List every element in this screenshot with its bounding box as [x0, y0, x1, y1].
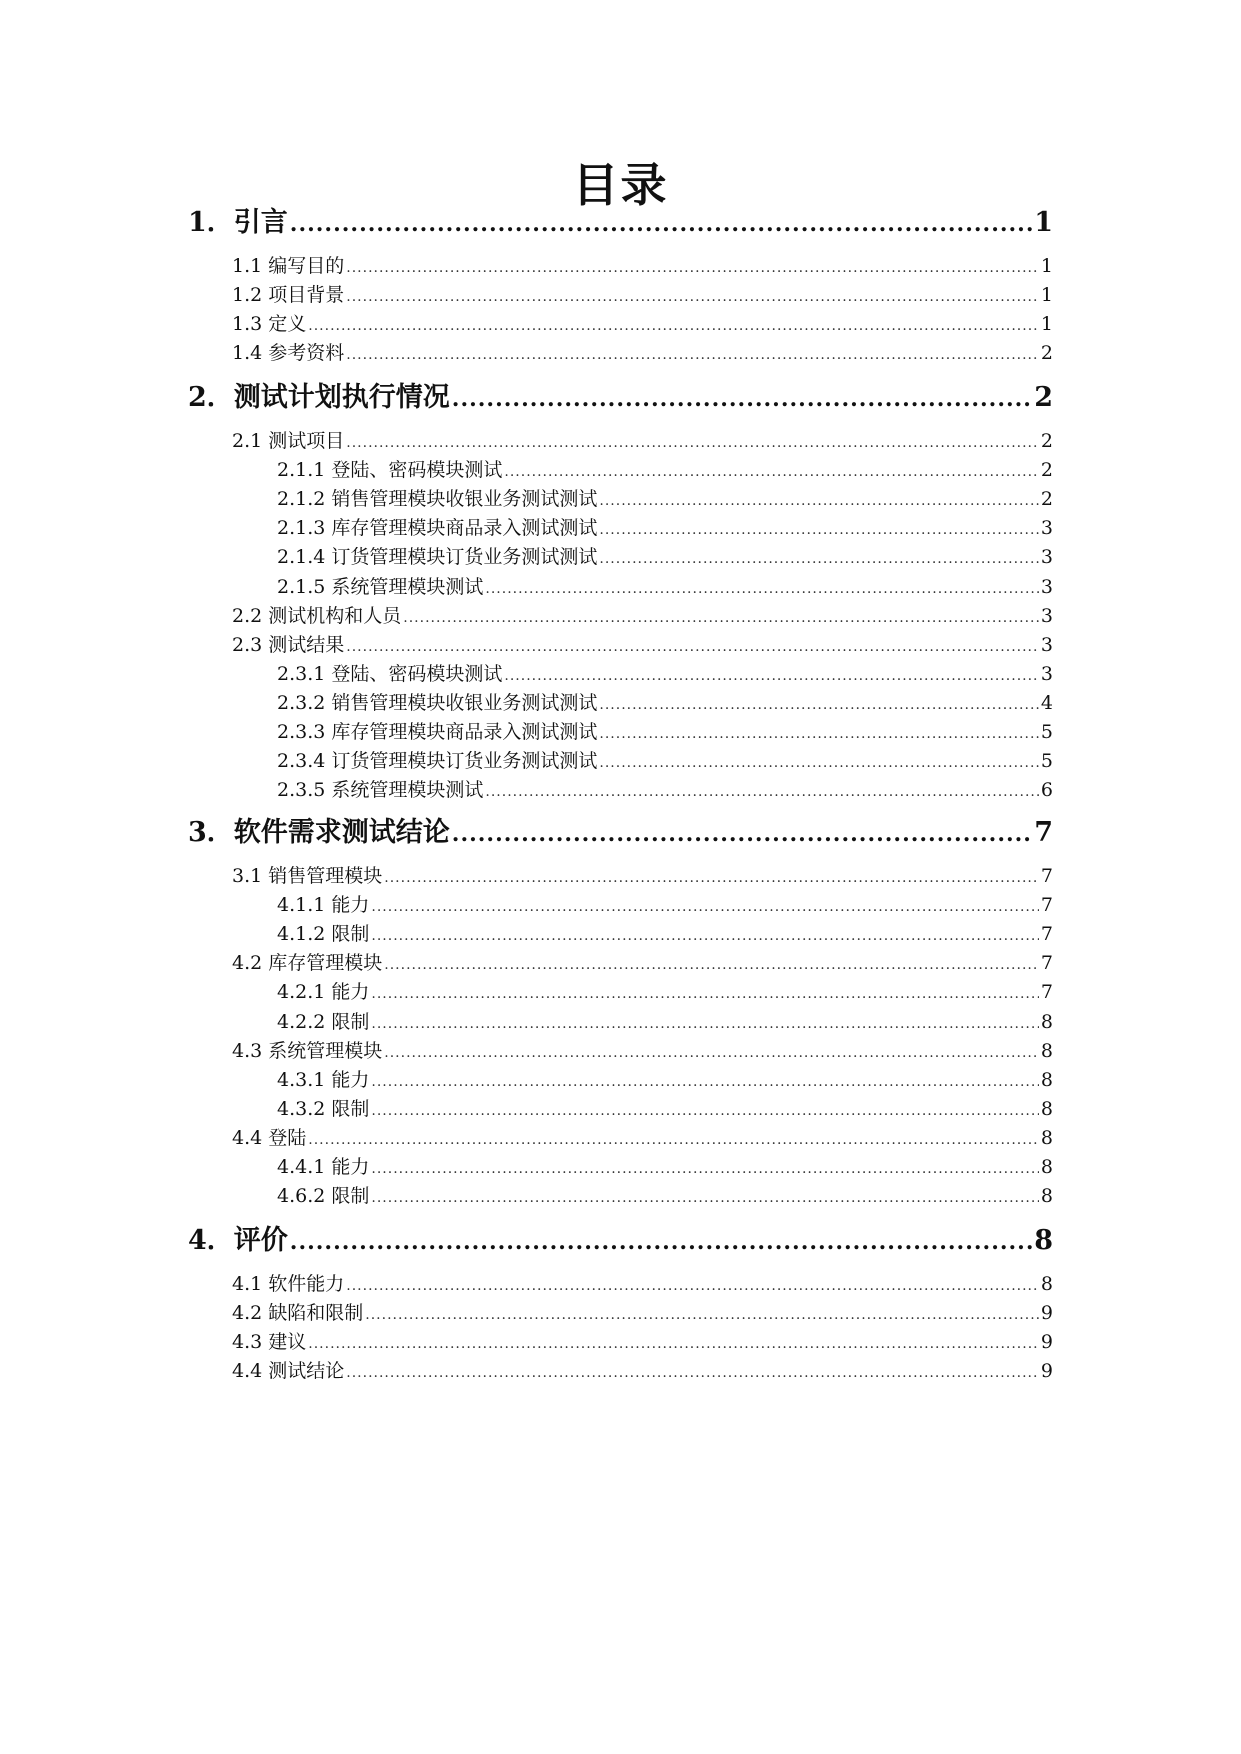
toc-entry-label: 2．测试计划执行情况 — [188, 382, 450, 413]
toc-entry-page-number: 2 — [1040, 459, 1053, 481]
toc-entry[interactable] — [277, 775, 1053, 805]
toc-entry-label: 4．评价 — [188, 1225, 288, 1256]
toc-entry-page-number: 2 — [1040, 430, 1053, 452]
toc-entry-label: 1.3 定义 — [232, 313, 307, 335]
toc-dot-leader — [384, 1038, 1039, 1068]
toc-entry[interactable] — [188, 813, 1053, 853]
toc-dot-leader — [290, 1222, 1032, 1262]
toc-entry-label: 2.1.2 销售管理模块收银业务测试测试 — [277, 488, 598, 510]
toc-entry[interactable] — [232, 1298, 1053, 1328]
toc-dot-leader — [452, 814, 1032, 854]
toc-entry[interactable] — [277, 513, 1053, 543]
toc-entry-page-number: 2 — [1040, 342, 1053, 364]
toc-dot-leader — [504, 457, 1039, 487]
toc-entry[interactable] — [232, 630, 1053, 660]
toc-entry-label: 3．软件需求测试结论 — [188, 817, 450, 848]
toc-entry-label: 2.3.5 系统管理模块测试 — [277, 779, 484, 801]
toc-entry[interactable] — [277, 746, 1053, 776]
toc-entry-label: 2.1.4 订货管理模块订货业务测试测试 — [277, 546, 598, 568]
toc-entry-label: 4.1.2 限制 — [277, 923, 370, 945]
toc-entry-label: 2.1.3 库存管理模块商品录入测试测试 — [277, 517, 598, 539]
toc-entry-page-number: 2 — [1040, 488, 1053, 510]
toc-dot-leader — [403, 603, 1039, 633]
toc-entry-label: 4.2 库存管理模块 — [232, 952, 383, 974]
toc-entry[interactable] — [277, 1152, 1053, 1182]
toc-dot-leader — [308, 1125, 1039, 1155]
toc-entry-page-number: 8 — [1040, 1040, 1053, 1062]
toc-entry-label: 4.4 测试结论 — [232, 1360, 345, 1382]
toc-entry-label: 4.1 软件能力 — [232, 1273, 345, 1295]
toc-entry-page-number: 3 — [1040, 576, 1053, 598]
toc-entry-page-number: 8 — [1040, 1011, 1053, 1033]
toc-entry-label: 2.2 测试机构和人员 — [232, 605, 402, 627]
page-title: 目录 — [572, 158, 669, 212]
toc-dot-leader — [504, 661, 1039, 691]
toc-entry[interactable] — [277, 572, 1053, 602]
toc-entry-label: 4.2 缺陷和限制 — [232, 1302, 364, 1324]
toc-entry[interactable] — [232, 1327, 1053, 1357]
toc-dot-leader — [290, 204, 1032, 244]
toc-entry-label: 1.1 编写目的 — [232, 255, 345, 277]
toc-dot-leader — [346, 282, 1039, 312]
toc-entry-page-number: 5 — [1040, 721, 1053, 743]
toc-entry-page-number: 9 — [1040, 1302, 1053, 1324]
toc-entry-page-number: 1 — [1034, 207, 1053, 238]
toc-entry-page-number: 8 — [1040, 1185, 1053, 1207]
toc-entry-label: 2.3.2 销售管理模块收银业务测试测试 — [277, 692, 598, 714]
toc-entry-label: 4.3 建议 — [232, 1331, 307, 1353]
toc-entry[interactable] — [232, 861, 1053, 891]
toc-entry[interactable] — [188, 203, 1053, 243]
toc-dot-leader — [371, 892, 1039, 922]
toc-entry[interactable] — [277, 1094, 1053, 1124]
toc-entry-page-number: 8 — [1040, 1127, 1053, 1149]
toc-entry[interactable] — [277, 1007, 1053, 1037]
toc-entry-page-number: 7 — [1034, 817, 1053, 848]
toc-entry-label: 1．引言 — [188, 207, 288, 238]
toc-entry[interactable] — [277, 659, 1053, 689]
toc-dot-leader — [599, 544, 1039, 574]
toc-dot-leader — [346, 428, 1039, 458]
toc-entry-page-number: 4 — [1040, 692, 1053, 714]
toc-dot-leader — [371, 1009, 1039, 1039]
toc-entry[interactable] — [277, 717, 1053, 747]
toc-entry-label: 2.1.5 系统管理模块测试 — [277, 576, 484, 598]
toc-entry-page-number: 1 — [1040, 284, 1053, 306]
toc-entry-page-number: 3 — [1040, 605, 1053, 627]
toc-entry-page-number: 9 — [1040, 1331, 1053, 1353]
toc-entry-label: 2.1 测试项目 — [232, 430, 345, 452]
toc-entry-page-number: 5 — [1040, 750, 1053, 772]
toc-entry[interactable] — [232, 1269, 1053, 1299]
toc-entry-page-number: 2 — [1034, 382, 1053, 413]
toc-dot-leader — [371, 1183, 1039, 1213]
toc-dot-leader — [485, 777, 1039, 807]
toc-dot-leader — [599, 748, 1039, 778]
toc-entry-label: 4.4 登陆 — [232, 1127, 307, 1149]
toc-entry-page-number: 6 — [1040, 779, 1053, 801]
toc-entry[interactable] — [232, 1356, 1053, 1386]
toc-entry[interactable] — [277, 1065, 1053, 1095]
toc-dot-leader — [308, 311, 1039, 341]
toc-entry-label: 2.1.1 登陆、密码模块测试 — [277, 459, 503, 481]
toc-entry[interactable] — [277, 455, 1053, 485]
toc-entry-page-number: 3 — [1040, 517, 1053, 539]
toc-entry-label: 1.2 项目背景 — [232, 284, 345, 306]
toc-entry-page-number: 7 — [1040, 981, 1053, 1003]
toc-entry-label: 2.3.4 订货管理模块订货业务测试测试 — [277, 750, 598, 772]
toc-entry-label: 4.6.2 限制 — [277, 1185, 370, 1207]
toc-entry-page-number: 8 — [1040, 1156, 1053, 1178]
toc-entry-page-number: 3 — [1040, 663, 1053, 685]
toc-entry[interactable] — [277, 484, 1053, 514]
toc-dot-leader — [346, 632, 1039, 662]
toc-entry-page-number: 8 — [1034, 1225, 1053, 1256]
toc-dot-leader — [371, 921, 1039, 951]
toc-entry-page-number: 3 — [1040, 634, 1053, 656]
toc-entry[interactable] — [277, 1181, 1053, 1211]
toc-entry[interactable] — [232, 948, 1053, 978]
toc-dot-leader — [384, 950, 1039, 980]
toc-entry-page-number: 7 — [1040, 865, 1053, 887]
toc-dot-leader — [599, 719, 1039, 749]
toc-dot-leader — [308, 1329, 1039, 1359]
toc-entry-label: 4.3.1 能力 — [277, 1069, 370, 1091]
toc-dot-leader — [384, 863, 1039, 893]
toc-dot-leader — [371, 979, 1039, 1009]
toc-entry-label: 2.3 测试结果 — [232, 634, 345, 656]
toc-entry-label: 3.1 销售管理模块 — [232, 865, 383, 887]
toc-entry-page-number: 7 — [1040, 952, 1053, 974]
toc-entry-page-number: 8 — [1040, 1098, 1053, 1120]
toc-entry-label: 4.4.1 能力 — [277, 1156, 370, 1178]
toc-entry[interactable] — [232, 309, 1053, 339]
toc-entry[interactable] — [188, 1221, 1053, 1261]
toc-dot-leader — [371, 1096, 1039, 1126]
toc-entry-page-number: 7 — [1040, 894, 1053, 916]
toc-dot-leader — [599, 515, 1039, 545]
toc-entry-label: 4.3.2 限制 — [277, 1098, 370, 1120]
toc-dot-leader — [365, 1300, 1039, 1330]
toc-entry-page-number: 8 — [1040, 1273, 1053, 1295]
toc-entry[interactable] — [188, 378, 1053, 418]
toc-entry-label: 4.1.1 能力 — [277, 894, 370, 916]
toc-entry-page-number: 9 — [1040, 1360, 1053, 1382]
toc-dot-leader — [346, 1271, 1039, 1301]
toc-dot-leader — [371, 1154, 1039, 1184]
toc-entry-page-number: 8 — [1040, 1069, 1053, 1091]
toc-dot-leader — [485, 574, 1039, 604]
toc-dot-leader — [452, 379, 1032, 419]
toc-entry-page-number: 7 — [1040, 923, 1053, 945]
toc-entry[interactable] — [232, 1123, 1053, 1153]
toc-dot-leader — [371, 1067, 1039, 1097]
toc-entry[interactable] — [277, 977, 1053, 1007]
toc-entry-page-number: 1 — [1040, 313, 1053, 335]
toc-dot-leader — [599, 486, 1039, 516]
toc-entry[interactable] — [277, 919, 1053, 949]
toc-entry-label: 4.3 系统管理模块 — [232, 1040, 383, 1062]
toc-dot-leader — [346, 253, 1039, 283]
toc-entry[interactable] — [277, 542, 1053, 572]
toc-entry[interactable] — [277, 688, 1053, 718]
toc-dot-leader — [346, 340, 1039, 370]
toc-dot-leader — [599, 690, 1039, 720]
toc-entry[interactable] — [232, 601, 1053, 631]
toc-entry[interactable] — [277, 890, 1053, 920]
toc-entry[interactable] — [232, 338, 1053, 368]
toc-entry-label: 2.3.3 库存管理模块商品录入测试测试 — [277, 721, 598, 743]
toc-entry-page-number: 3 — [1040, 546, 1053, 568]
toc-entry-label: 4.2.2 限制 — [277, 1011, 370, 1033]
toc-entry-page-number: 1 — [1040, 255, 1053, 277]
toc-entry[interactable] — [232, 251, 1053, 281]
toc-entry[interactable] — [232, 280, 1053, 310]
toc-entry-label: 1.4 参考资料 — [232, 342, 345, 364]
toc-dot-leader — [346, 1358, 1039, 1388]
toc-entry-label: 2.3.1 登陆、密码模块测试 — [277, 663, 503, 685]
toc-entry[interactable] — [232, 1036, 1053, 1066]
toc-entry[interactable] — [232, 426, 1053, 456]
toc-entry-label: 4.2.1 能力 — [277, 981, 370, 1003]
